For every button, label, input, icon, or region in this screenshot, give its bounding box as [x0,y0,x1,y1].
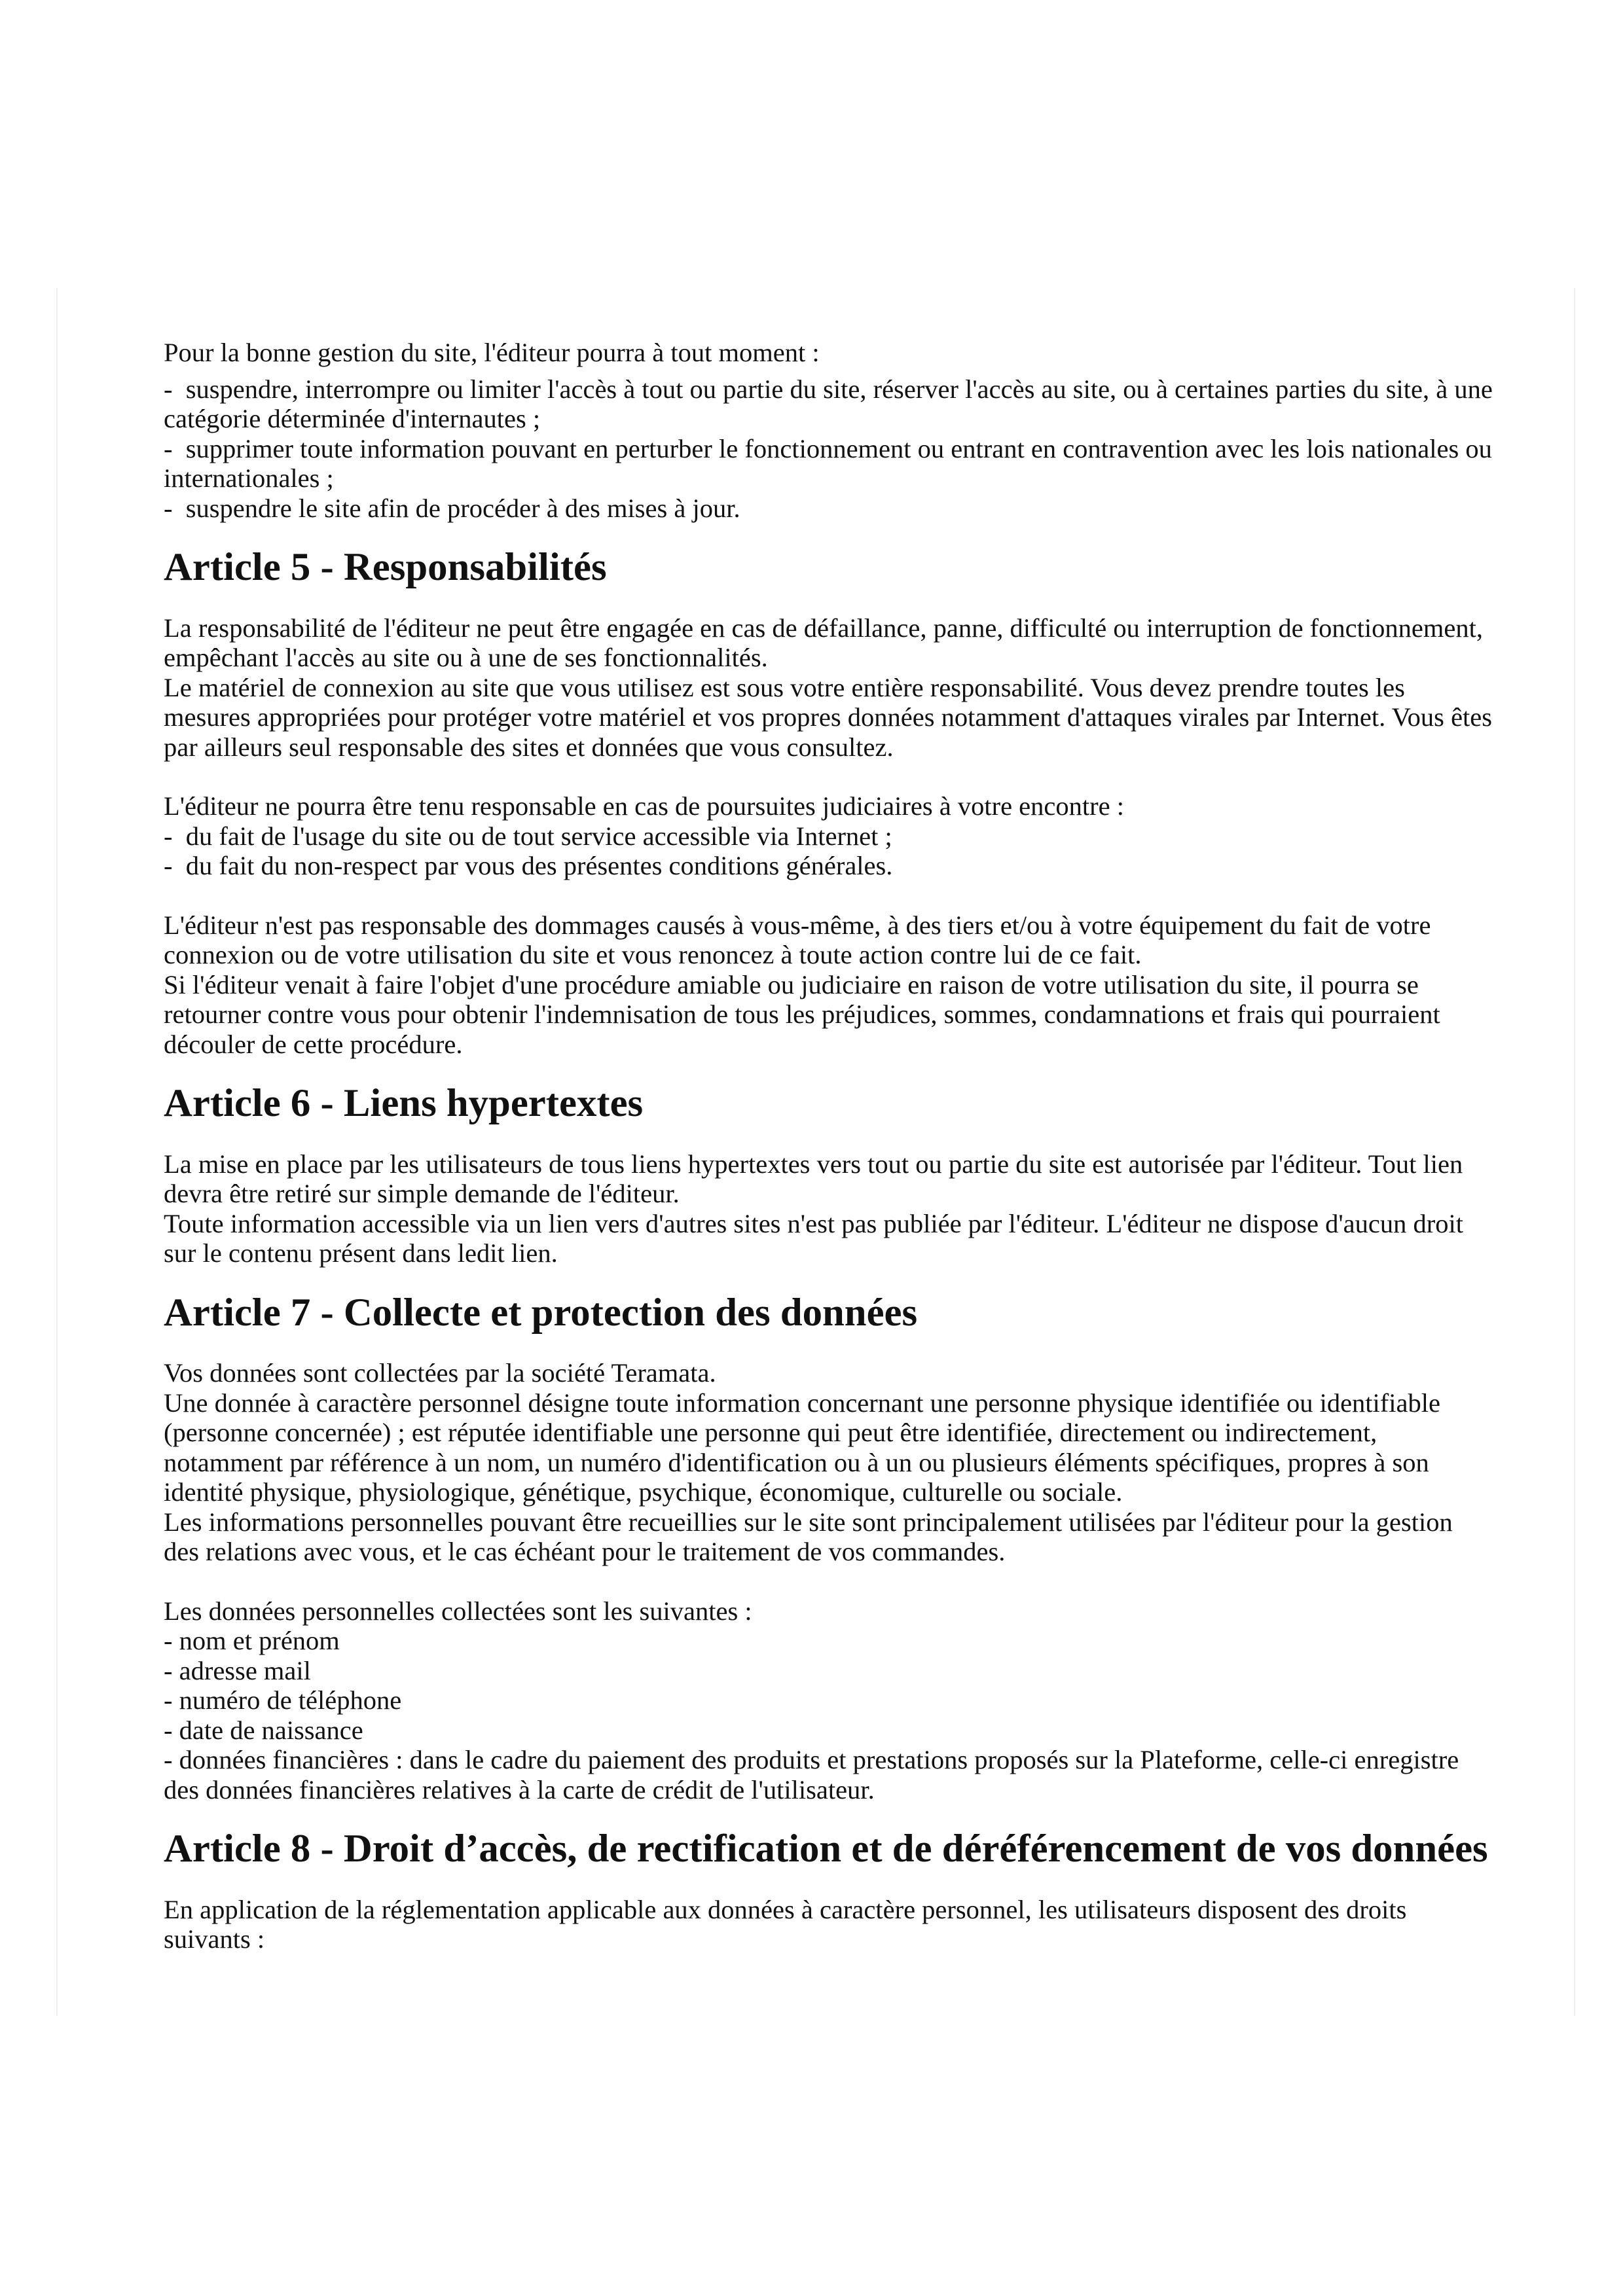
article-5-item-1: - du fait de l'usage du site ou de tout service accessible via Internet ; [164,821,892,851]
article-7-paragraph-4: Les données personnelles collectées sont les suivantes : [164,1596,752,1626]
article-5-paragraph-5: Si l'éditeur venait à faire l'objet d'une procédure amiable ou judiciaire en raison de votre utilisation du site, il pourra se retourner contre vous pour obtenir l'indemnisation de tous les préjudices, sommes, condamnations et frais qui pourraient découler de cette procédure. [164,969,1440,1059]
article-7-item-2: - adresse mail [164,1655,311,1685]
article-6-title: Article 6 - Liens hypertextes [164,1081,644,1125]
article-5-paragraph-1: La responsabilité de l'éditeur ne peut être engagée en cas de défaillance, panne, difficulté ou interruption de fonctionnement, empêchant l'accès au site ou à une de ses fonctionnalités. [164,613,1483,672]
article-5-paragraph-3: L'éditeur ne pourra être tenu responsable en cas de poursuites judiciaires à votre encontre : [164,791,1124,821]
article-7-item-3: - numéro de téléphone [164,1685,402,1715]
intro-item-3: - suspendre le site afin de procéder à des mises à jour. [164,493,740,523]
article-8-paragraph-1: En application de la réglementation applicable aux données à caractère personnel, les utilisateurs disposent des droits suivants : [164,1894,1407,1954]
article-5-title: Article 5 - Responsabilités [164,545,607,589]
article-7-paragraph-3: Les informations personnelles pouvant être recueillies sur le site sont principalement utilisées par l'éditeur pour la gestion des relations avec vous, et le cas échéant pour le traitement de vos commandes. [164,1507,1453,1566]
article-7-paragraph-2: Une donnée à caractère personnel désigne toute information concernant une personne physique identifiée ou identifiable (personne concernée) ; est réputée identifiable une personne qui peut être identifiée, directement ou indirectement, notamment par référence à un nom, un numéro d'identification ou à un ou plusieurs éléments spécifiques, propres à son identité physique, physiologique, génétique, psychique, économique, culturelle ou sociale. [164,1388,1440,1507]
article-7-title: Article 7 - Collecte et protection des données [164,1290,918,1335]
article-7-item-1: - nom et prénom [164,1626,340,1655]
article-7-paragraph-1: Vos données sont collectées par la société Teramata. [164,1358,716,1388]
article-5-paragraph-2: Le matériel de connexion au site que vous utilisez est sous votre entière responsabilité. Vous devez prendre toutes les mesures appropriées pour protéger votre matériel et vos propres données notamment d'attaques virales par Internet. Vous êtes par ailleurs seul responsable des sites et données que vous consultez. [164,672,1493,762]
article-6-paragraph-1: La mise en place par les utilisateurs de tous liens hypertextes vers tout ou partie du site est autorisée par l'éditeur. Tout lien devra être retiré sur simple demande de l'éditeur. [164,1149,1463,1208]
intro-item-2: - supprimer toute information pouvant en perturber le fonctionnement ou entrant en contravention avec les lois nationales ou internationales ; [164,433,1499,493]
article-5-paragraph-4: L'éditeur n'est pas responsable des dommages causés à vous-même, à des tiers et/ou à votre équipement du fait de votre connexion ou de votre utilisation du site et vous renoncez à toute action contre lui de ce fait. [164,910,1431,969]
intro-lead: Pour la bonne gestion du site, l'éditeur pourra à tout moment : [164,338,820,367]
article-5-item-2: - du fait du non-respect par vous des présentes conditions générales. [164,851,893,880]
article-8-title: Article 8 - Droit d’accès, de rectification et de déréférencement de vos données [164,1827,1488,1871]
article-7-item-4: - date de naissance [164,1715,363,1745]
article-6-paragraph-2: Toute information accessible via un lien vers d'autres sites n'est pas publiée par l'éditeur. L'éditeur ne dispose d'aucun droit sur le contenu présent dans ledit lien. [164,1208,1463,1268]
article-7-item-5: - données financières : dans le cadre du paiement des produits et prestations proposés sur la Plateforme, celle-ci enregistre des données financières relatives à la carte de crédit de l'utilisateur. [164,1745,1466,1804]
intro-item-1: - suspendre, interrompre ou limiter l'accès à tout ou partie du site, réserver l'accès au site, ou à certaines parties du site, à une catégorie déterminée d'internautes ; [164,374,1499,433]
document-body [164,338,1499,1954]
